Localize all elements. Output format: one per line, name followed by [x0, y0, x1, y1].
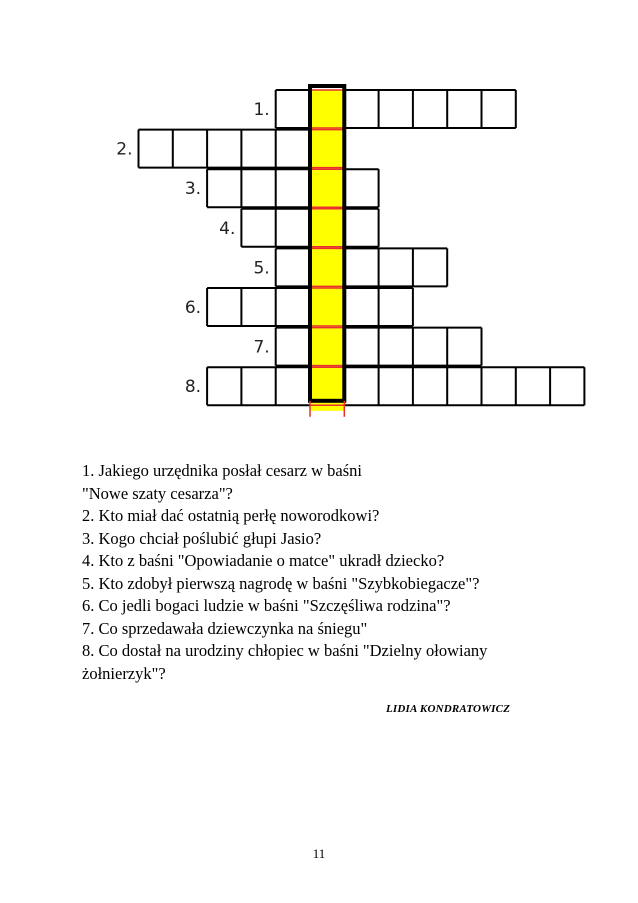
page-number: 11 [312, 846, 326, 861]
clue-7: 7. Co sprzedawała dziewczynka na śniegu" [82, 618, 368, 638]
clues-list [82, 460, 602, 685]
clue-6: 6. Co jedli bogaci ludzie w baśni "Szczęśliwa rodzina"? [82, 596, 451, 615]
row-number-label: 8. [184, 377, 202, 398]
row-number-label: 7. [253, 337, 270, 358]
clue-2: 2. Kto miał dać ostatnią perłę noworodkowi? [82, 506, 380, 525]
author-signature: LIDIA KONDRATOWICZ [386, 703, 511, 715]
solution-column-fill [310, 90, 344, 411]
row-number-label: 1. [253, 100, 270, 120]
clue-8b: żołnierzyk"? [82, 663, 166, 683]
row-number-label: 5. [253, 258, 270, 279]
clue-5: 5. Kto zdobył pierwszą nagrodę w baśni "Szybkobiegacze"? [82, 573, 480, 593]
row-number-label: 6. [184, 298, 202, 318]
row-number-label: 2. [116, 139, 133, 160]
crossword-grid [0, 0, 638, 440]
clue-1a: 1. Jakiego urzędnika posłał cesarz w baśni [82, 461, 362, 480]
clue-3: 3. Kogo chciał poślubić głupi Jasio? [82, 528, 322, 548]
row-number-label: 3. [184, 179, 202, 200]
clue-1b: "Nowe szaty cesarza"? [82, 483, 233, 503]
row-number-label: 4. [219, 218, 236, 239]
clue-8a: 8. Co dostał na urodziny chłopiec w baśni "Dzielny ołowiany [82, 641, 488, 660]
clue-4: 4. Kto z baśni "Opowiadanie o matce" ukradł dziecko? [82, 551, 445, 570]
